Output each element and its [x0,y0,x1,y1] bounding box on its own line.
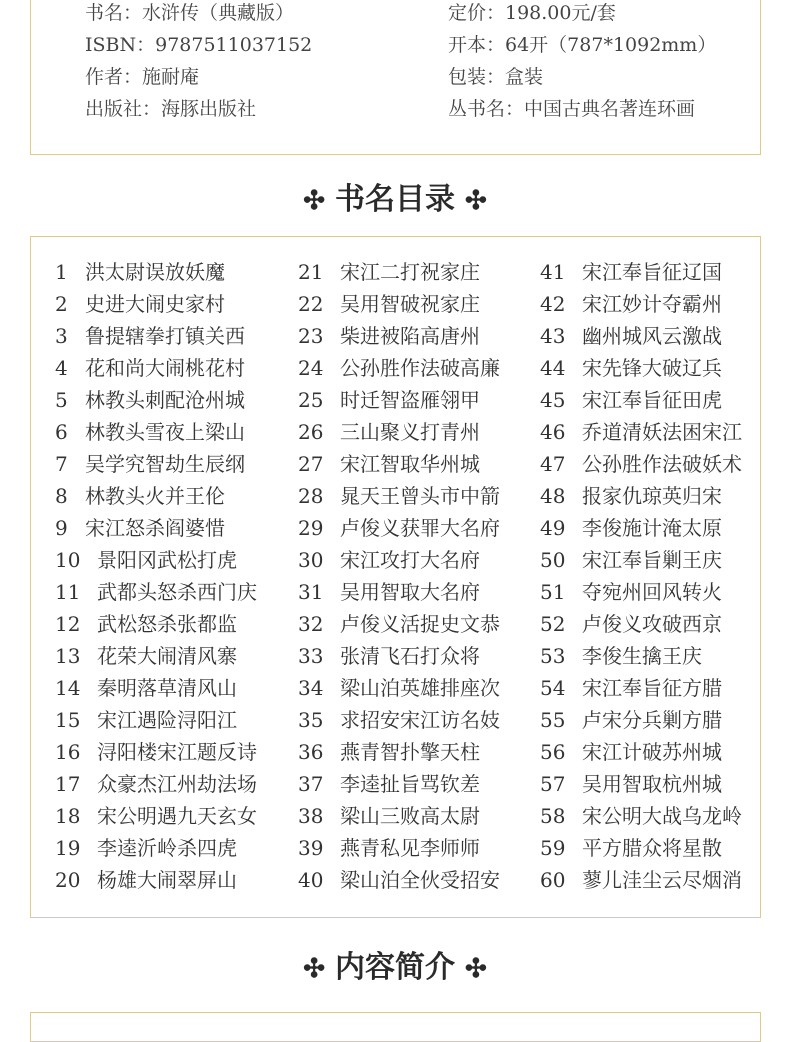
toc-item-number: 46 [540,420,566,444]
toc-item-number: 20 [55,868,81,892]
toc-item [298,544,500,576]
toc-item-title: 梁山泊英雄排座次 [340,676,500,700]
publisher-line: 出版社：海豚出版社 [85,98,257,120]
toc-item-title: 花和尚大闹桃花村 [85,356,245,380]
toc-item [540,544,742,576]
toc-item-number: 29 [298,516,324,540]
toc-item-number: 52 [540,612,566,636]
toc-item-number: 10 [55,548,81,572]
toc-item-title: 平方腊众将星散 [582,836,722,860]
toc-item [540,608,742,640]
series-line: 丛书名：中国古典名著连环画 [448,98,696,120]
ornament-right-icon: ✣ [465,954,487,984]
toc-item [540,288,742,320]
toc-item [55,864,257,896]
toc-item-number: 41 [540,260,566,284]
toc-item-number: 9 [55,516,68,540]
toc-item-number: 16 [55,740,81,764]
toc-item [298,448,500,480]
toc-item [298,320,500,352]
toc-item-title: 宋江怒杀阎婆惜 [85,516,225,540]
toc-item-number: 11 [55,580,81,604]
toc-item-title: 史进大闹史家村 [85,292,225,316]
toc-item [540,576,742,608]
toc-item-number: 8 [55,484,68,508]
toc-item-title: 宋江智取华州城 [340,452,480,476]
toc-item-number: 25 [298,388,324,412]
toc-item-title: 燕青智扑擎天柱 [340,740,480,764]
toc-item-title: 晁天王曾头市中箭 [340,484,500,508]
toc-item-number: 57 [540,772,566,796]
toc-item [540,384,742,416]
toc-item [540,640,742,672]
toc-item-number: 45 [540,388,566,412]
toc-item [298,672,500,704]
toc-item-title: 洪太尉误放妖魔 [85,260,225,284]
toc-item-title: 夺宛州回风转火 [582,580,722,604]
toc-item [298,736,500,768]
toc-item-title: 卢俊义活捉史文恭 [340,612,500,636]
toc-item-title: 卢宋分兵剿方腊 [582,708,722,732]
toc-item-number: 38 [298,804,324,828]
toc-item [540,768,742,800]
toc-item-number: 37 [298,772,324,796]
toc-item-number: 43 [540,324,566,348]
toc-item [55,288,257,320]
toc-column-2 [298,256,500,896]
toc-item-number: 1 [55,260,68,284]
toc-item-title: 李俊生擒王庆 [582,644,702,668]
toc-item [540,704,742,736]
toc-item [55,512,257,544]
toc-item-title: 宋江遇险浔阳江 [97,708,237,732]
toc-item [540,864,742,896]
binding-line: 包装：盒装 [448,66,544,88]
toc-item [540,256,742,288]
price-line: 定价：198.00元/套 [448,2,616,24]
toc-item-number: 18 [55,804,81,828]
toc-item [540,832,742,864]
toc-item-number: 7 [55,452,68,476]
ornament-left-icon: ✣ [303,954,325,984]
toc-item-number: 39 [298,836,324,860]
toc-item [55,352,257,384]
toc-item-title: 李俊施计淹太原 [582,516,722,540]
toc-item-title: 幽州城风云激战 [582,324,722,348]
toc-item-title: 宋江攻打大名府 [340,548,480,572]
toc-item-number: 24 [298,356,324,380]
toc-item [298,256,500,288]
toc-item [298,704,500,736]
toc-item-number: 35 [298,708,324,732]
toc-item-title: 鲁提辖拳打镇关西 [85,324,245,348]
toc-item-title: 吴用智取大名府 [340,580,480,604]
toc-item-number: 59 [540,836,566,860]
ornament-right-icon: ✣ [465,186,487,216]
toc-item [540,512,742,544]
toc-item-title: 三山聚义打青州 [340,420,480,444]
toc-item-title: 宋江奉旨征辽国 [582,260,722,284]
toc-item [540,448,742,480]
toc-item-number: 22 [298,292,324,316]
toc-item-title: 宋公明大战乌龙岭 [582,804,742,828]
toc-item [55,832,257,864]
toc-item [298,288,500,320]
toc-item [540,416,742,448]
toc-item [298,384,500,416]
toc-item-title: 张清飞石打众将 [340,644,480,668]
toc-item [55,544,257,576]
toc-column-1 [55,256,257,896]
toc-item-number: 51 [540,580,566,604]
intro-heading-text: 内容简介 [335,950,455,985]
toc-item-number: 33 [298,644,324,668]
toc-item-title: 林教头刺配沧州城 [85,388,245,412]
toc-item-title: 杨雄大闹翠屏山 [97,868,237,892]
toc-item-number: 49 [540,516,566,540]
toc-item-title: 浔阳楼宋江题反诗 [97,740,257,764]
toc-item-title: 宋江计破苏州城 [582,740,722,764]
toc-item-title: 柴进被陷高唐州 [340,324,480,348]
toc-item-number: 56 [540,740,566,764]
toc-item-number: 54 [540,676,566,700]
toc-item [55,576,257,608]
toc-item-number: 2 [55,292,68,316]
toc-item-title: 吴用智破祝家庄 [340,292,480,316]
toc-item [540,480,742,512]
toc-item-title: 乔道清妖法困宋江 [582,420,742,444]
toc-item [540,800,742,832]
ornament-left-icon: ✣ [303,186,325,216]
toc-item [298,512,500,544]
toc-item-number: 21 [298,260,324,284]
toc-item-number: 19 [55,836,81,860]
toc-item-number: 42 [540,292,566,316]
toc-item-number: 5 [55,388,68,412]
toc-item-number: 3 [55,324,68,348]
toc-item [55,256,257,288]
toc-item-title: 景阳冈武松打虎 [97,548,237,572]
toc-item-number: 30 [298,548,324,572]
toc-item [298,640,500,672]
toc-item [55,768,257,800]
toc-item [540,736,742,768]
toc-item-title: 林教头火并王伦 [85,484,225,508]
toc-item [540,320,742,352]
toc-item [55,320,257,352]
toc-item-number: 17 [55,772,81,796]
toc-item-number: 32 [298,612,324,636]
toc-item-title: 秦明落草清风山 [97,676,237,700]
toc-item-number: 28 [298,484,324,508]
toc-item-number: 23 [298,324,324,348]
intro-box [30,1012,761,1042]
toc-item [55,384,257,416]
toc-item-title: 李逵沂岭杀四虎 [97,836,237,860]
toc-item [298,768,500,800]
toc-item-number: 13 [55,644,81,668]
toc-item [55,480,257,512]
toc-item-title: 燕青私见李师师 [340,836,480,860]
toc-item-number: 4 [55,356,68,380]
toc-item-title: 卢俊义获罪大名府 [340,516,500,540]
toc-item-title: 吴用智取杭州城 [582,772,722,796]
toc-item [298,576,500,608]
toc-item-title: 求招安宋江访名妓 [340,708,500,732]
toc-item-title: 宋江奉旨征田虎 [582,388,722,412]
toc-item-number: 55 [540,708,566,732]
toc-item-number: 60 [540,868,566,892]
toc-item [55,448,257,480]
toc-item [55,608,257,640]
toc-item [55,800,257,832]
toc-item-title: 武松怒杀张都监 [97,612,237,636]
toc-column-3 [540,256,742,896]
toc-item-title: 梁山泊全伙受招安 [340,868,500,892]
toc-item-title: 宋江二打祝家庄 [340,260,480,284]
toc-item-number: 27 [298,452,324,476]
toc-item-title: 宋江奉旨剿王庆 [582,548,722,572]
toc-item-number: 48 [540,484,566,508]
toc-item-title: 武都头怒杀西门庆 [97,580,257,604]
toc-item-number: 34 [298,676,324,700]
toc-item-title: 报家仇琼英归宋 [582,484,722,508]
isbn-line: ISBN：9787511037152 [85,34,313,56]
toc-item-number: 58 [540,804,566,828]
toc-item-number: 44 [540,356,566,380]
toc-item-title: 宋先锋大破辽兵 [582,356,722,380]
toc-item-number: 26 [298,420,324,444]
toc-item-number: 53 [540,644,566,668]
toc-item-title: 公孙胜作法破高廉 [340,356,500,380]
toc-item-title: 宋江奉旨征方腊 [582,676,722,700]
toc-item [540,352,742,384]
toc-item-title: 众豪杰江州劫法场 [97,772,257,796]
toc-item-title: 蓼儿洼尘云尽烟消 [582,868,742,892]
toc-item [55,704,257,736]
toc-item-number: 50 [540,548,566,572]
toc-item-number: 47 [540,452,566,476]
book-title-line: 书名：水浒传（典藏版） [85,2,295,24]
toc-item-number: 31 [298,580,324,604]
toc-item [298,800,500,832]
toc-item [298,480,500,512]
toc-item [55,640,257,672]
toc-item [55,416,257,448]
toc-item-number: 12 [55,612,81,636]
toc-item-number: 15 [55,708,81,732]
toc-item-title: 宋公明遇九天玄女 [97,804,257,828]
toc-item [55,672,257,704]
toc-item-title: 林教头雪夜上梁山 [85,420,245,444]
toc-item-title: 李逵扯旨骂钦差 [340,772,480,796]
toc-item-title: 宋江妙计夺霸州 [582,292,722,316]
author-line: 作者：施耐庵 [85,66,200,88]
toc-heading-text: 书名目录 [335,182,455,217]
toc-item [298,416,500,448]
toc-item [298,352,500,384]
toc-item-number: 6 [55,420,68,444]
toc-item-number: 36 [298,740,324,764]
toc-item-title: 花荣大闹清风寨 [97,644,237,668]
toc-item [55,736,257,768]
toc-item [298,832,500,864]
intro-heading [0,948,790,988]
toc-item [298,608,500,640]
toc-item-title: 吴学究智劫生辰纲 [85,452,245,476]
toc-item-title: 卢俊义攻破西京 [582,612,722,636]
toc-heading [0,180,790,220]
toc-item-title: 时迁智盗雁翎甲 [340,388,480,412]
toc-item-number: 40 [298,868,324,892]
toc-item-title: 梁山三败高太尉 [340,804,480,828]
toc-item-number: 14 [55,676,81,700]
toc-item [298,864,500,896]
toc-item [540,672,742,704]
format-line: 开本：64开（787*1092mm） [448,34,717,56]
toc-item-title: 公孙胜作法破妖术 [582,452,742,476]
